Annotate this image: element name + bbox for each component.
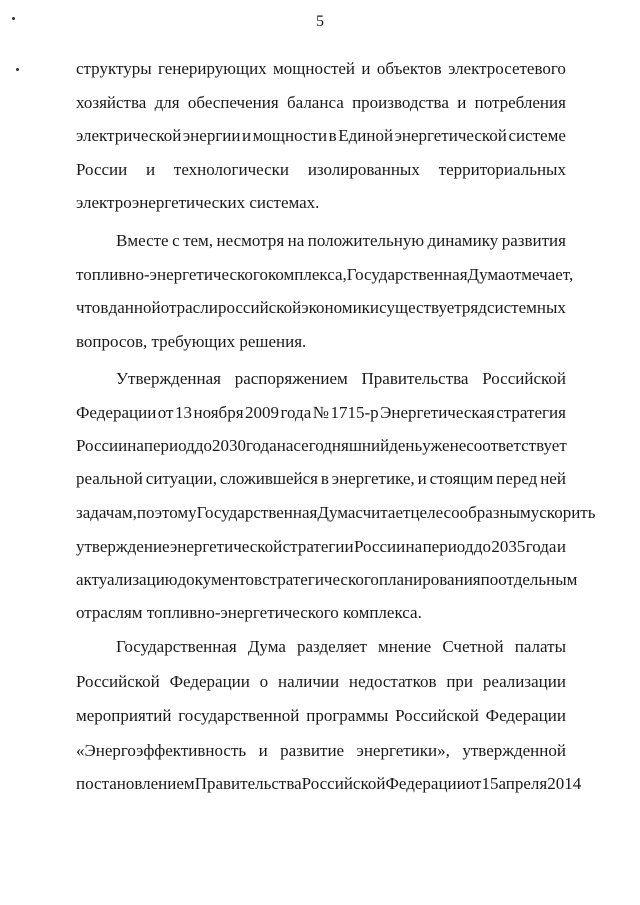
word: динамику <box>427 231 499 250</box>
word: изолированных <box>307 160 420 179</box>
word: технологически <box>173 160 290 179</box>
word: ускорить <box>530 503 596 522</box>
word: 2014 <box>547 774 582 793</box>
text-line <box>76 436 566 456</box>
word: наличии <box>277 672 340 691</box>
word: российской <box>217 298 302 317</box>
word: постановлением <box>76 774 195 793</box>
word: отмечает, <box>505 265 574 284</box>
word: сегодняшний <box>293 436 390 455</box>
word: 2035 <box>491 537 526 556</box>
word: и <box>146 160 156 179</box>
word: на <box>127 436 144 455</box>
word: отдельным <box>498 570 578 589</box>
page-number: 5 <box>316 13 324 30</box>
word: утвержденной <box>462 741 566 760</box>
word: 2030 <box>211 436 246 455</box>
word: 2009 <box>245 403 280 422</box>
word: недостатков <box>348 672 437 691</box>
word: период <box>422 537 474 556</box>
word: и <box>457 93 467 112</box>
word: о <box>259 672 269 691</box>
word: реализации <box>482 672 566 691</box>
word: генерирующих <box>157 59 267 78</box>
word: разделяет <box>297 637 367 656</box>
word: государственной <box>178 706 300 725</box>
word: Российской <box>395 706 479 725</box>
word: несмотря <box>216 231 285 250</box>
word: 15 <box>481 774 499 793</box>
word: данной <box>108 298 161 317</box>
text-line <box>76 403 566 423</box>
word: день <box>389 436 423 455</box>
word: России <box>76 436 128 455</box>
word: Российской <box>482 369 566 388</box>
text-line <box>76 672 566 692</box>
word: Дума <box>467 265 506 284</box>
text-line: вопросов, требующих решения. <box>76 332 307 351</box>
word: развития <box>501 231 566 250</box>
word: Дума <box>317 503 356 522</box>
word: ряд <box>461 298 487 317</box>
word: структуры <box>76 59 152 78</box>
word: энергетической <box>169 537 283 556</box>
word: актуализацию <box>76 570 178 589</box>
word: Федерации <box>76 403 157 422</box>
word: системе <box>508 126 566 145</box>
word: считает <box>355 503 411 522</box>
word: Государственная <box>346 265 468 284</box>
word: существует <box>379 298 462 317</box>
word: года <box>525 537 557 556</box>
text-line <box>76 774 582 794</box>
text-line: электроэнергетических системах. <box>76 193 320 212</box>
word: Правительства <box>194 774 302 793</box>
word: стоящим <box>429 469 494 488</box>
word: системных <box>486 298 566 317</box>
text-line <box>76 469 566 489</box>
word: 13 <box>174 403 192 422</box>
text-line <box>116 637 566 657</box>
word: Федерации <box>485 706 566 725</box>
word: стратегического <box>262 570 379 589</box>
word: 1715-р <box>330 403 379 422</box>
word: от <box>157 403 174 422</box>
word: обеспечения <box>187 93 279 112</box>
word: распоряжением <box>234 369 348 388</box>
word: на <box>405 537 423 556</box>
word: палаты <box>514 637 566 656</box>
word: для <box>154 93 180 112</box>
word: России <box>353 537 406 556</box>
word: по <box>480 570 499 589</box>
word: Единой <box>338 126 394 145</box>
scan-mark <box>16 68 19 71</box>
text-line <box>76 741 566 761</box>
text-line <box>76 160 566 180</box>
word: мощностей <box>273 59 356 78</box>
word: энергетической <box>394 126 507 145</box>
word: «Энергоэффективность <box>76 741 247 760</box>
word: на <box>276 436 294 455</box>
word: тем, <box>183 231 214 250</box>
word: Государственная <box>196 503 318 522</box>
word: поэтому <box>136 503 197 522</box>
scan-mark <box>12 17 15 20</box>
word: на <box>287 231 305 250</box>
word: уже <box>422 436 450 455</box>
text-line <box>76 298 566 318</box>
word: положительную <box>307 231 425 250</box>
word: утверждение <box>76 537 170 556</box>
word: России <box>76 160 128 179</box>
word: года <box>245 436 277 455</box>
word: и <box>258 741 268 760</box>
word: в <box>320 469 329 488</box>
word: стратегия <box>496 403 566 422</box>
word: Федерации <box>385 774 466 793</box>
word: и <box>361 59 371 78</box>
word: в <box>328 126 337 145</box>
word: электрической <box>76 126 182 145</box>
word: отрасли <box>160 298 218 317</box>
word: реальной <box>76 469 143 488</box>
word: до <box>194 436 212 455</box>
word: экономики <box>301 298 380 317</box>
word: энергии <box>182 126 241 145</box>
text-line <box>76 570 578 590</box>
word: стратегии <box>282 537 354 556</box>
word: Государственная <box>116 637 237 656</box>
word: Вместе <box>116 231 169 250</box>
word: Федерации <box>169 672 250 691</box>
text-line <box>116 231 566 251</box>
word: Правительства <box>361 369 469 388</box>
text-line <box>116 369 566 389</box>
text-line <box>76 126 566 146</box>
word: и <box>417 469 427 488</box>
text-line <box>76 59 566 79</box>
word: с <box>172 231 180 250</box>
word: мнение <box>378 637 432 656</box>
word: Счетной <box>442 637 504 656</box>
word: баланса <box>286 93 344 112</box>
word: до <box>473 537 491 556</box>
word: программы <box>306 706 389 725</box>
word: энергетики», <box>356 741 450 760</box>
text-line: отраслям топливно-энергетического комплекса. <box>76 603 422 622</box>
word: ноября <box>193 403 244 422</box>
word: планирования <box>378 570 481 589</box>
word: перед <box>496 469 538 488</box>
text-line <box>76 503 596 523</box>
word: задачам, <box>76 503 137 522</box>
word: объектов <box>376 59 442 78</box>
word: Энергетическая <box>380 403 495 422</box>
word: Российской <box>301 774 386 793</box>
word: энергетике, <box>331 469 415 488</box>
word: развитие <box>280 741 345 760</box>
word: территориальных <box>438 160 566 179</box>
word: мощности <box>252 126 328 145</box>
word: производства <box>352 93 449 112</box>
word: топливно-энергетического <box>76 265 268 284</box>
word: № <box>312 403 329 422</box>
word: документов <box>177 570 263 589</box>
word: и <box>556 537 566 556</box>
word: электросетевого <box>448 59 566 78</box>
word: года <box>280 403 312 422</box>
text-line <box>76 93 566 113</box>
word: что <box>76 298 101 317</box>
word: ситуации, <box>145 469 217 488</box>
word: в <box>100 298 109 317</box>
word: от <box>465 774 482 793</box>
word: ней <box>540 469 566 488</box>
text-line <box>76 265 574 285</box>
word: целесообразным <box>410 503 531 522</box>
word: соответствует <box>466 436 567 455</box>
word: сложившейся <box>219 469 318 488</box>
word: Дума <box>247 637 286 656</box>
word: хозяйства <box>76 93 147 112</box>
text-line <box>76 537 566 557</box>
word: комплекса, <box>267 265 347 284</box>
word: не <box>449 436 467 455</box>
word: апреля <box>498 774 548 793</box>
word: и <box>242 126 252 145</box>
word: при <box>446 672 474 691</box>
text-line <box>76 706 566 726</box>
word: мероприятий <box>76 706 172 725</box>
word: Российской <box>76 672 160 691</box>
word: Утвержденная <box>116 369 221 388</box>
word: период <box>143 436 195 455</box>
word: потребления <box>474 93 566 112</box>
